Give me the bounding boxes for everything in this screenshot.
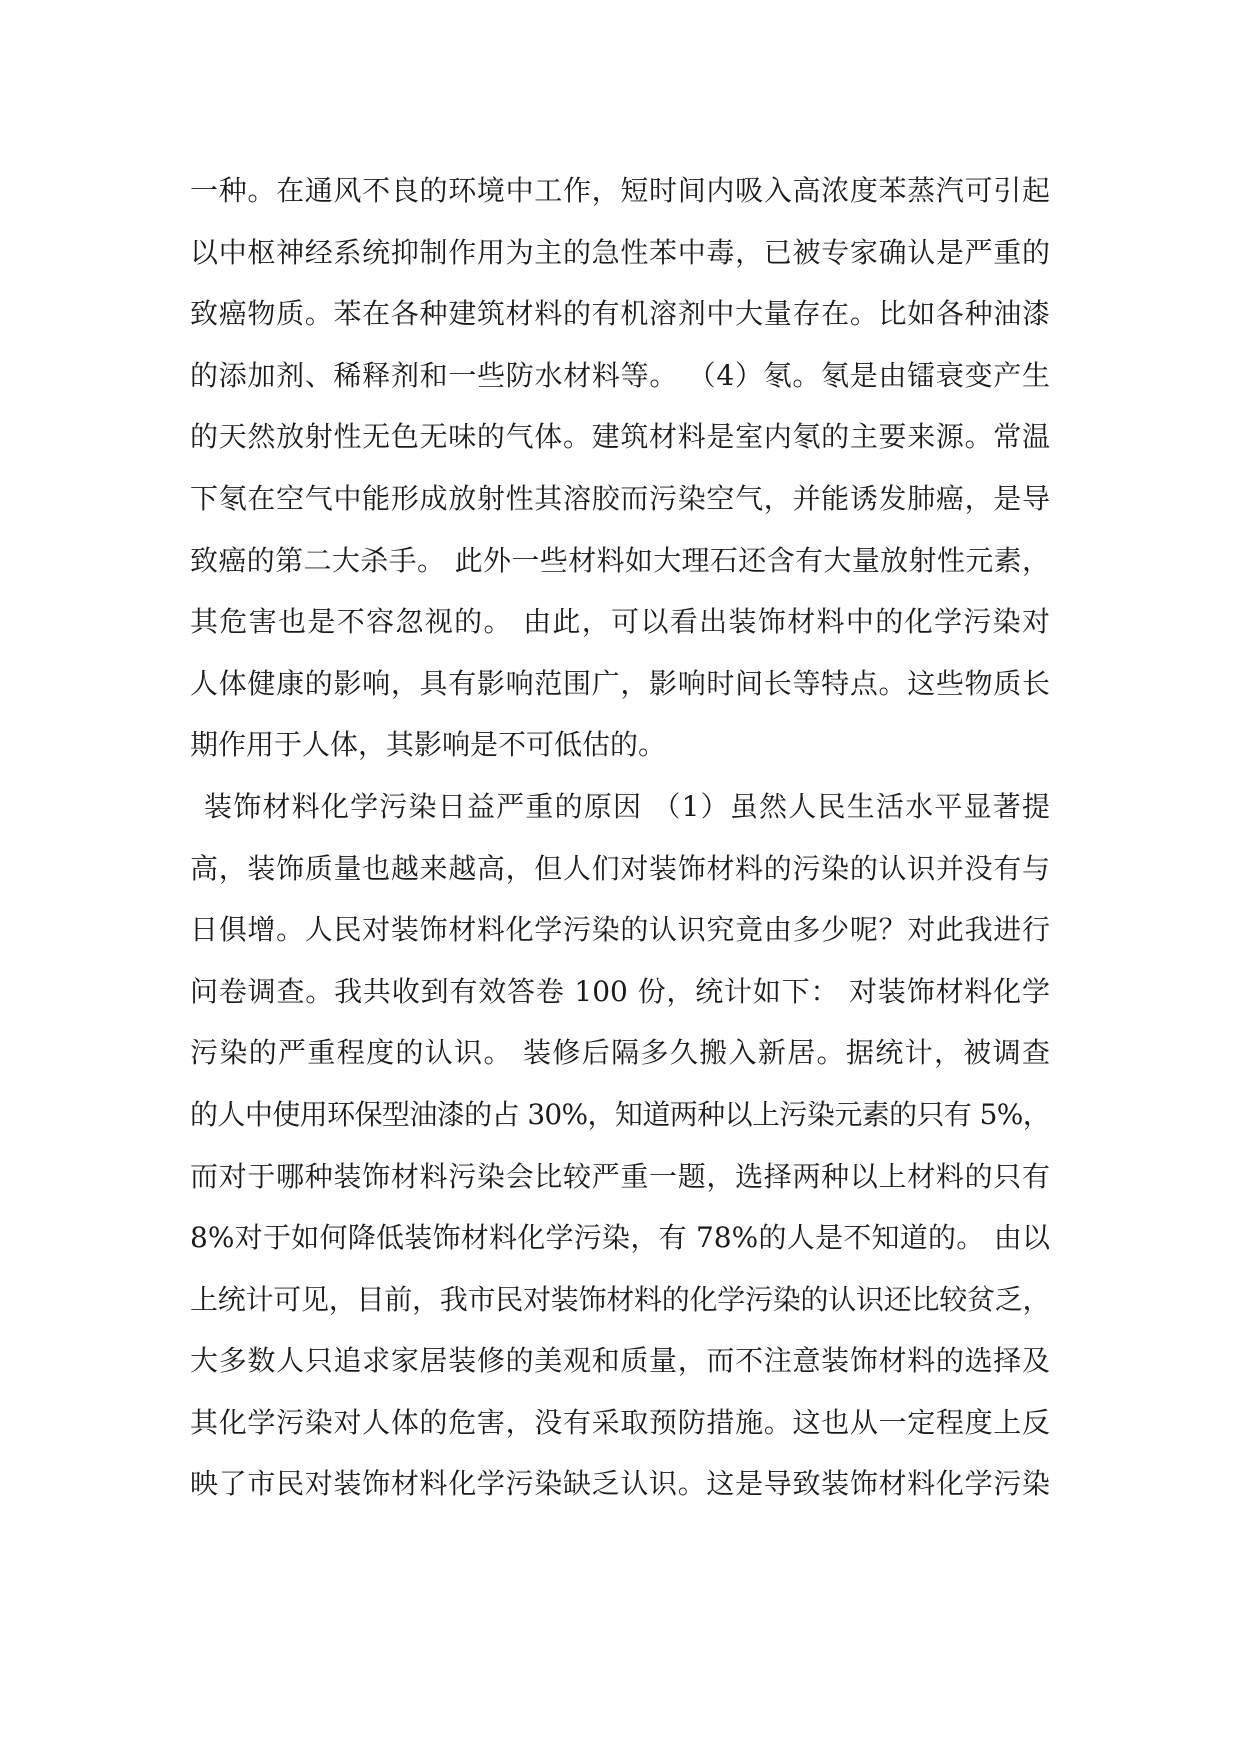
text-line: 致癌物质。苯在各种建筑材料的有机溶剂中大量存在。比如各种油漆	[190, 297, 1050, 331]
text-line: 映了市民对装饰材料化学污染缺乏认识。这是导致装饰材料化学污染	[190, 1467, 1050, 1501]
text-line: 的添加剂、稀释剂和一些防水材料等。 （4）氡。氡是由镭衰变产生	[190, 358, 1050, 392]
text-line: 人体健康的影响，具有影响范围广，影响时间长等特点。这些物质长	[190, 666, 1050, 700]
text-line: 大多数人只追求家居装修的美观和质量，而不注意装饰材料的选择及	[190, 1344, 1050, 1378]
text-line: 装饰材料化学污染日益严重的原因 （1）虽然人民生活水平显著提	[204, 789, 1050, 823]
text-line: 下氡在空气中能形成放射性其溶胶而污染空气，并能诱发肺癌，是导	[190, 481, 1050, 515]
text-line: 污染的严重程度的认识。 装修后隔多久搬入新居。据统计，被调查	[190, 1036, 1050, 1070]
text-line: 日俱增。人民对装饰材料化学污染的认识究竟由多少呢？对此我进行	[190, 913, 1050, 947]
text-line: 问卷调查。我共收到有效答卷 100 份，统计如下： 对装饰材料化学	[190, 974, 1050, 1008]
text-line: 致癌的第二大杀手。 此外一些材料如大理石还含有大量放射性元素，	[190, 543, 1050, 577]
text-line: 而对于哪种装饰材料污染会比较严重一题，选择两种以上材料的只有	[190, 1159, 1050, 1193]
text-line: 以中枢神经系统抑制作用为主的急性苯中毒，已被专家确认是严重的	[190, 235, 1050, 269]
text-line: 其危害也是不容忽视的。 由此，可以看出装饰材料中的化学污染对	[190, 605, 1050, 639]
text-line: 高，装饰质量也越来越高，但人们对装饰材料的污染的认识并没有与	[190, 851, 1050, 885]
body-text	[190, 160, 1050, 1515]
text-line: 一种。在通风不良的环境中工作，短时间内吸入高浓度苯蒸汽可引起	[190, 174, 1050, 207]
text-line: 其化学污染对人体的危害，没有采取预防措施。这也从一定程度上反	[190, 1405, 1050, 1439]
text-line: 的天然放射性无色无味的气体。建筑材料是室内氡的主要来源。常温	[190, 420, 1050, 454]
text-line: 8%对于如何降低装饰材料化学污染，有 78%的人是不知道的。 由以	[190, 1221, 1050, 1255]
text-line: 上统计可见，目前，我市民对装饰材料的化学污染的认识还比较贫乏，	[190, 1282, 1051, 1316]
text-line: 期作用于人体，其影响是不可低估的。	[190, 728, 667, 762]
text-line: 的人中使用环保型油漆的占 30%，知道两种以上污染元素的只有 5%，	[190, 1097, 1050, 1131]
